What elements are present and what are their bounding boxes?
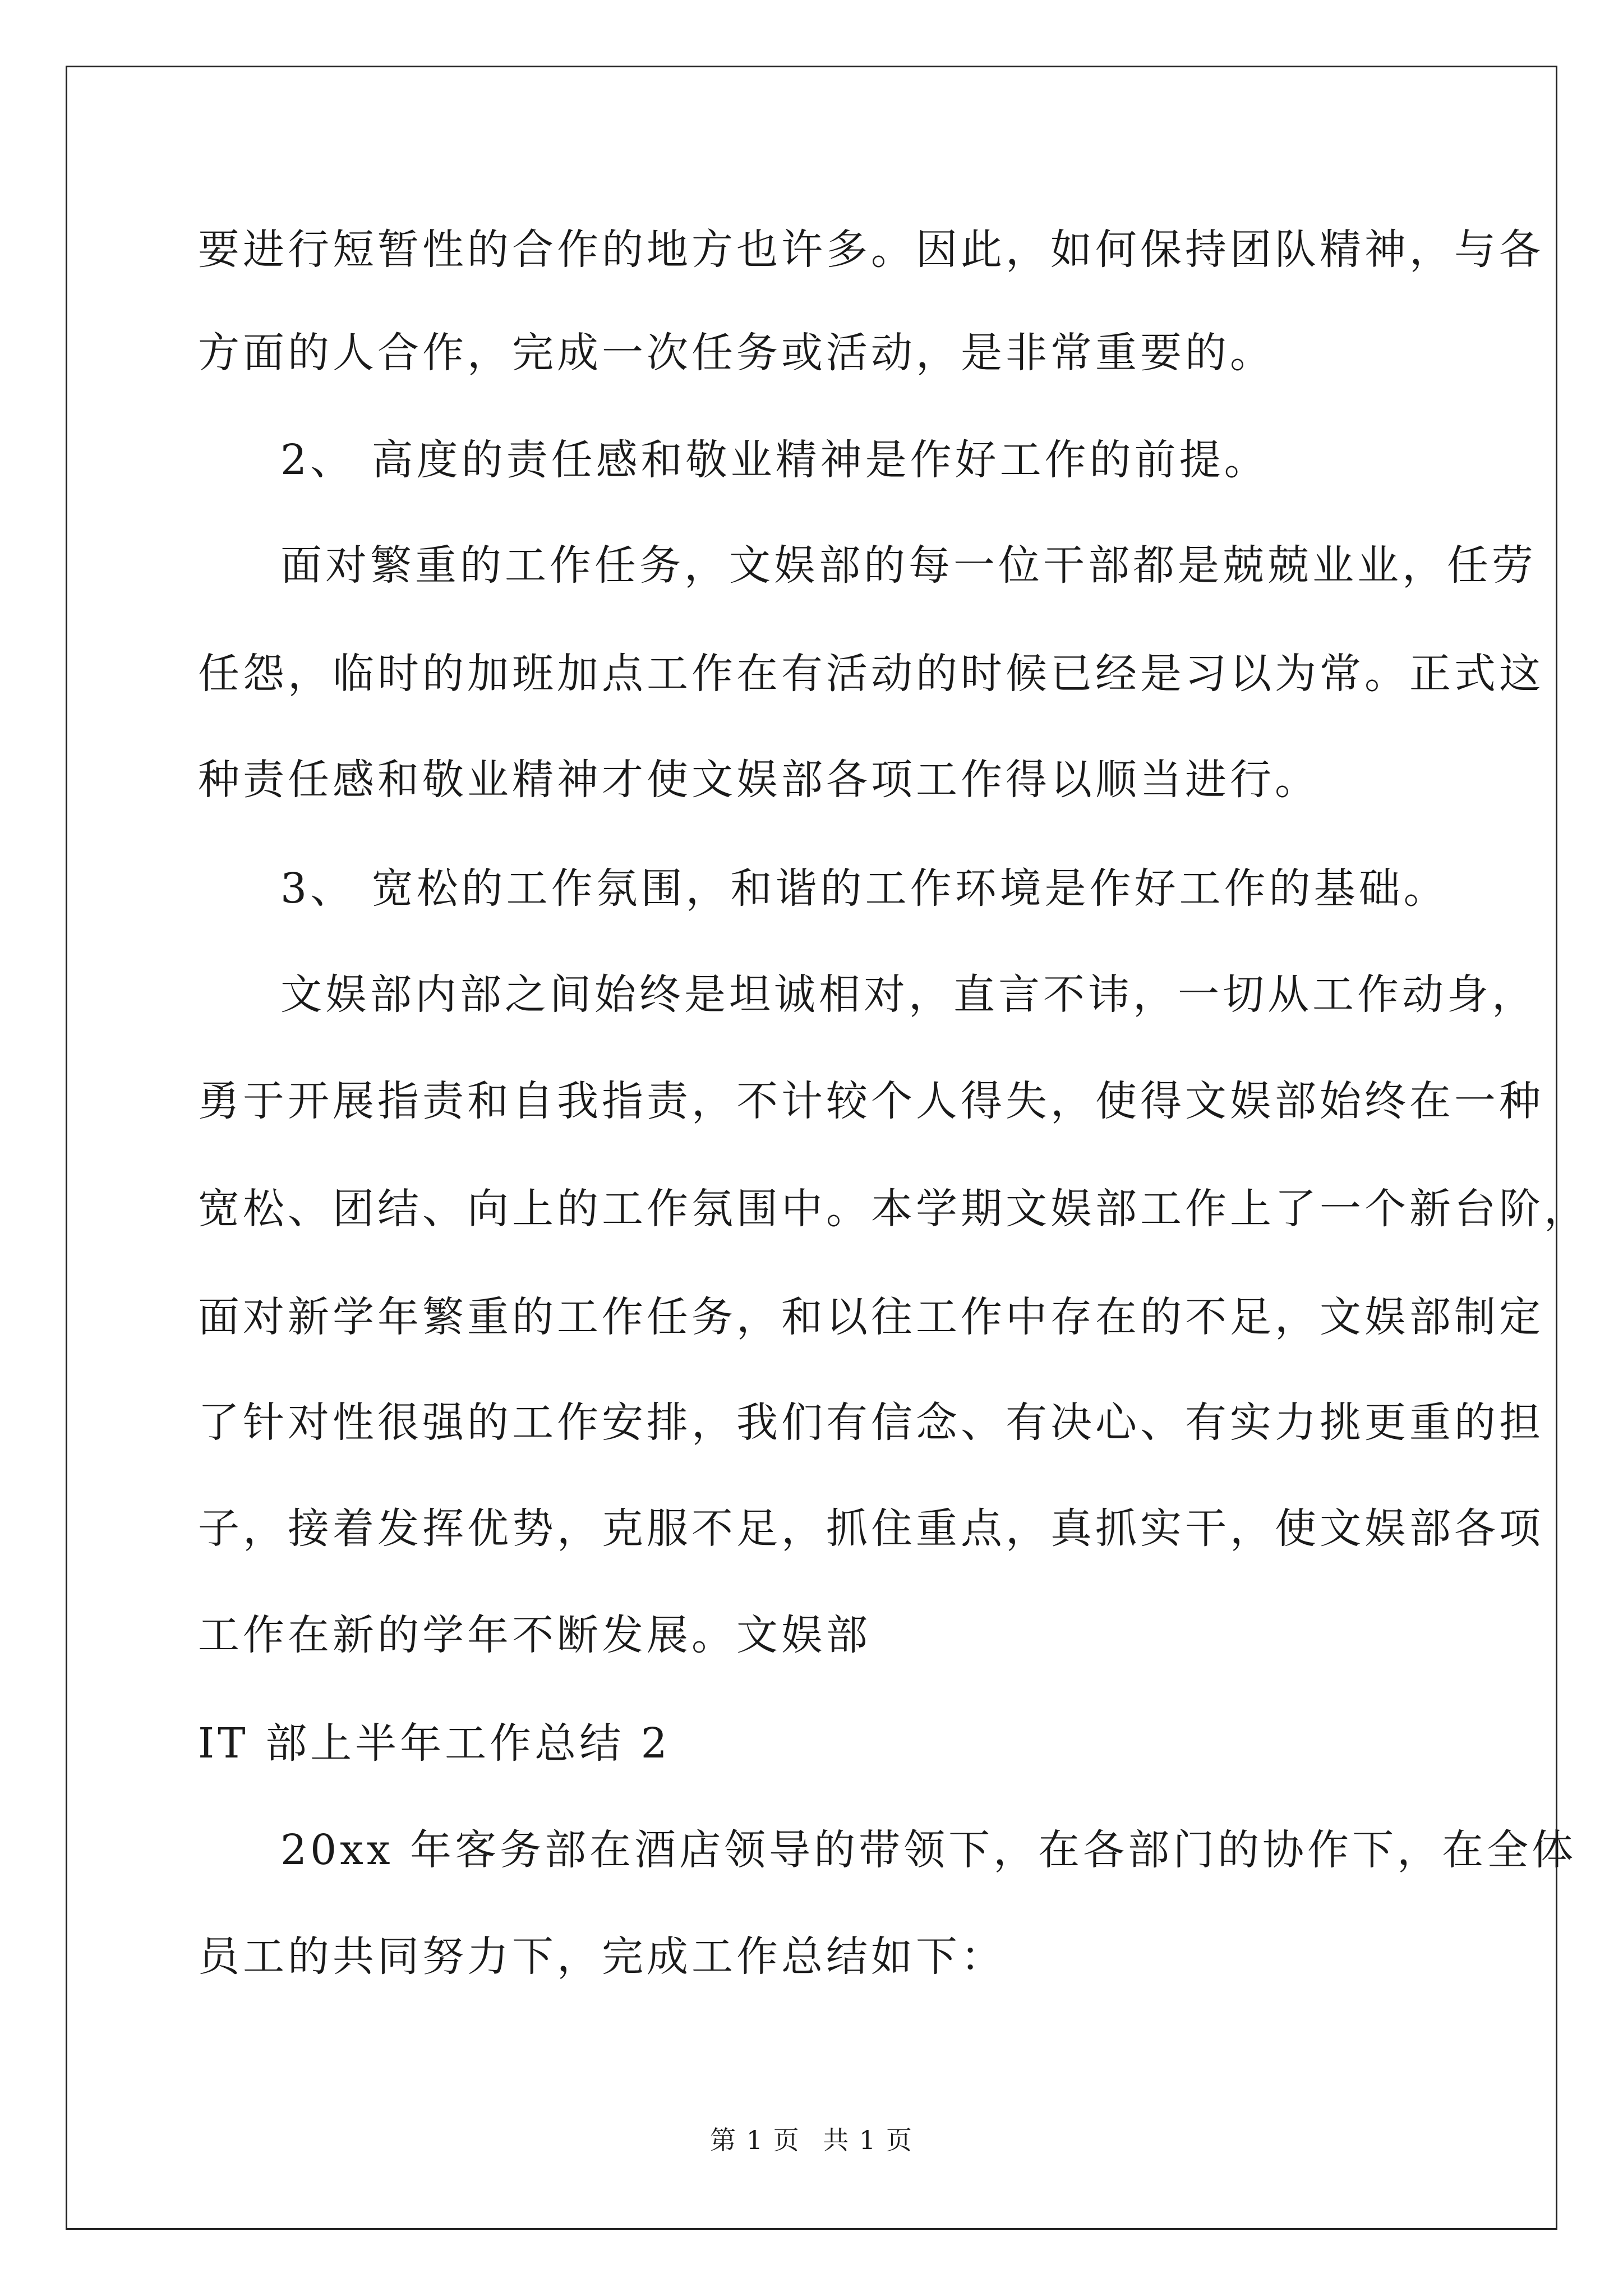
text-line: 宽松、团结、向上的工作氛围中。本学期文娱部工作上了一个新台阶，: [198, 1185, 1589, 1233]
text-line: 子，接着发挥优势，克服不足，抓住重点，真抓实干，使文娱部各项: [198, 1504, 1544, 1553]
text-line: 文娱部内部之间始终是坦诚相对，直言不讳，一切从工作动身，: [280, 970, 1537, 1019]
section-title: IT 部上半年工作总结 2: [198, 1719, 671, 1768]
text-line: 20xx 年客务部在酒店领导的带领下，在各部门的协作下，在全体: [280, 1826, 1577, 1874]
text-line: 任怨，临时的加班加点工作在有活动的时候已经是习以为常。正式这: [198, 650, 1544, 698]
page-footer: [0, 2123, 1623, 2157]
page-border: [66, 66, 1557, 2230]
text-line: 面对新学年繁重的工作任务，和以往工作中存在的不足，文娱部制定: [198, 1293, 1544, 1341]
text-line: 勇于开展指责和自我指责，不计较个人得失，使得文娱部始终在一种: [198, 1077, 1544, 1125]
list-item-heading: 3、 宽松的工作氛围，和谐的工作环境是作好工作的基础。: [280, 864, 1449, 913]
page-total: 共 1 页: [823, 2125, 913, 2155]
page-number: 第 1 页: [710, 2125, 800, 2155]
text-line: 面对繁重的工作任务，文娱部的每一位干部都是兢兢业业，任劳: [280, 541, 1537, 590]
text-line: 员工的共同努力下，完成工作总结如下：: [198, 1932, 1006, 1981]
text-line: 工作在新的学年不断发展。文娱部: [198, 1611, 871, 1659]
text-line: 种责任感和敬业精神才使文娱部各项工作得以顺当进行。: [198, 756, 1320, 804]
text-line: 要进行短暂性的合作的地方也许多。因此，如何保持团队精神，与各: [198, 226, 1544, 274]
text-line: 方面的人合作，完成一次任务或活动，是非常重要的。: [198, 329, 1275, 377]
text-line: 了针对性很强的工作安排，我们有信念、有决心、有实力挑更重的担: [198, 1398, 1544, 1447]
list-item-heading: 2、 高度的责任感和敬业精神是作好工作的前提。: [280, 436, 1269, 484]
